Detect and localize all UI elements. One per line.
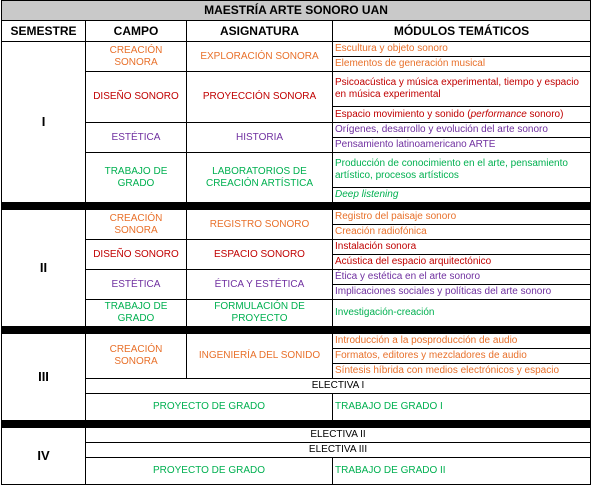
asignatura-cell: PROYECCIÓN SONORA [187,72,333,123]
asignatura-cell: EXPLORACIÓN SONORA [187,42,333,72]
campo-cell: ESTÉTICA [86,270,187,300]
modulo-text: sonoro) [526,108,564,120]
asignatura-cell: FORMULACIÓN DE PROYECTO [187,300,333,327]
semester-label: II [2,210,86,327]
semester-separator [2,203,591,210]
table-row [2,394,591,421]
campo-cell: DISEÑO SONORO [86,240,187,270]
modulo-cell: Registro del paisaje sonoro [333,210,591,225]
campo-cell: TRABAJO DE GRADO [86,153,187,203]
proyecto-cell: PROYECTO DE GRADO [86,458,333,485]
semester-label: IV [2,428,86,485]
separator-bar [2,203,591,210]
electiva-cell: ELECTIVA I [86,379,591,394]
separator-bar [2,327,591,334]
asignatura-cell: INGENIERÍA DEL SONIDO [187,334,333,379]
asignatura-cell: HISTORIA [187,123,333,153]
modulo-cell: Pensamiento latinoamericano ARTE [333,138,591,153]
modulo-cell: Investigación-creación [333,300,591,327]
modulo-cell: Escultura y objeto sonoro [333,42,591,57]
asignatura-cell: ESPACIO SONORO [187,240,333,270]
modulo-cell: Psicoacústica y música experimental, tiempo y espacio en música experimental [333,72,591,107]
semester-separator [2,327,591,334]
table-row [2,123,591,138]
modulo-cell: Instalación sonora [333,240,591,255]
semester-label: I [2,42,86,203]
modulo-cell: Deep listening [333,188,591,203]
header-asignatura: ASIGNATURA [187,21,333,42]
table-row [2,300,591,327]
table-row [2,443,591,458]
proyecto-cell: PROYECTO DE GRADO [86,394,333,421]
modulo-text-italic: performance [470,108,527,120]
modulo-cell: Orígenes, desarrollo y evolución del arte sonoro [333,123,591,138]
modulo-cell: Acústica del espacio arquitectónico [333,255,591,270]
curriculum-table [1,0,591,485]
modulo-cell: Formatos, editores y mezcladores de audio [333,349,591,364]
table-title: MAESTRÍA ARTE SONORO UAN [2,1,591,21]
table-row [2,458,591,485]
trabajo-cell: TRABAJO DE GRADO I [333,394,591,421]
modulo-cell [333,107,591,123]
table-row [2,379,591,394]
semester-label: III [2,334,86,421]
modulo-cell: Síntesis híbrida con medios electrónicos y espacio [333,364,591,379]
semester-separator [2,421,591,428]
asignatura-cell: LABORATORIOS DE CREACIÓN ARTÍSTICA [187,153,333,203]
separator-bar [2,421,591,428]
campo-cell: CREACIÓN SONORA [86,42,187,72]
table-row [2,240,591,255]
campo-cell: DISEÑO SONORO [86,72,187,123]
table-row [2,72,591,107]
modulo-cell: Elementos de generación musical [333,57,591,72]
campo-cell: CREACIÓN SONORA [86,334,187,379]
campo-cell: ESTÉTICA [86,123,187,153]
electiva-cell: ELECTIVA III [86,443,591,458]
modulo-cell: Implicaciones sociales y políticas del arte sonoro [333,285,591,300]
electiva-cell: ELECTIVA II [86,428,591,443]
table-row [2,270,591,285]
asignatura-cell: ÉTICA Y ESTÉTICA [187,270,333,300]
table-row [2,428,591,443]
table-row [2,42,591,57]
table-row [2,153,591,188]
modulo-text: Espacio movimiento y sonido ( [335,108,471,120]
modulo-cell: Producción de conocimiento en el arte, pensamiento artístico, procesos artísticos [333,153,591,188]
campo-cell: CREACIÓN SONORA [86,210,187,240]
header-row [2,21,591,42]
title-row [2,1,591,21]
header-campo: CAMPO [86,21,187,42]
asignatura-cell: REGISTRO SONORO [187,210,333,240]
table-row [2,334,591,349]
campo-cell: TRABAJO DE GRADO [86,300,187,327]
table-row [2,210,591,225]
header-modulos: MÓDULOS TEMÁTICOS [333,21,591,42]
modulo-cell: Creación radiofónica [333,225,591,240]
modulo-cell: Ética y estética en el arte sonoro [333,270,591,285]
header-semestre: SEMESTRE [2,21,86,42]
trabajo-cell: TRABAJO DE GRADO II [333,458,591,485]
modulo-cell: Introducción a la posproducción de audio [333,334,591,349]
